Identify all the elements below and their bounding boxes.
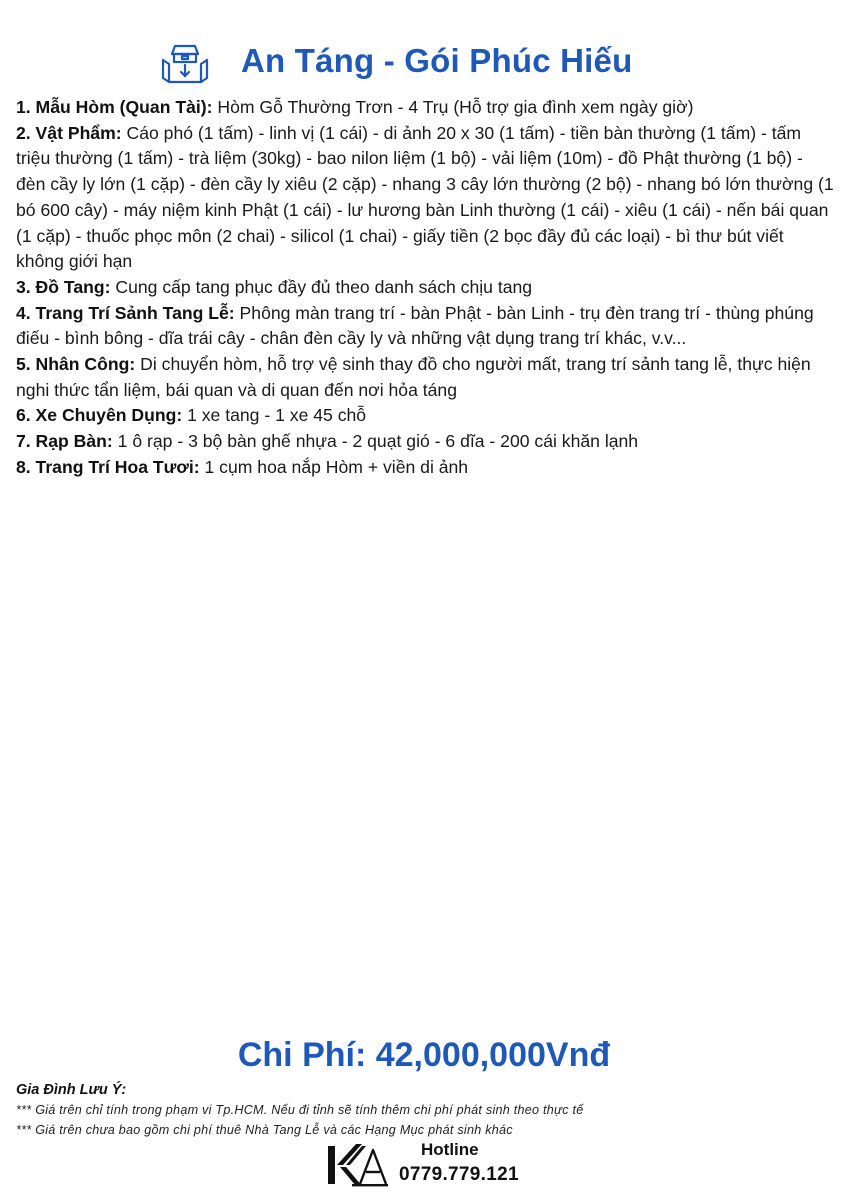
hotline-number[interactable]: 0779.779.121 [399,1164,519,1185]
item-label: 2. Vật Phẩm: [16,122,122,143]
service-item-list [16,95,834,481]
item-tent-tables [16,429,834,455]
coffin-box-icon [160,42,210,86]
item-text: Cung cấp tang phục đầy đủ theo danh sách chịu tang [110,276,533,297]
item-text: Phông màn trang trí - bàn Phật - bàn Linh - trụ đèn trang trí - thùng phúng điếu - bình bông - dĩa trái cây - chân đèn cầy ly và những vật dụng trang trí khác, v.v... [16,302,814,349]
item-label: 1. Mẫu Hòm (Quan Tài): [16,97,213,117]
item-text: 1 ô rạp - 3 bộ bàn ghế nhựa - 2 quạt gió - 6 dĩa - 200 cái khăn lạnh [112,431,639,452]
item-text: Cáo phó (1 tấm) - linh vị (1 cái) - di ảnh 20 x 30 (1 tấm) - tiền bàn thường (1 tấm) - tấm triệu thường (1 tấm) - trà liệm (30kg) - bao nilon liệm (1 bộ) - vải liệm (10m) - đồ Phật thường (1 bộ) - đèn cầy ly lớn (1 cặp) - đèn cầy ly xiêu (2 cặp) - nhang 3 cây lớn thường (2 bộ) - nhang bó lớn thường (1 bó 600 cây) - máy niệm kinh Phật (1 cái) - lư hương bàn Linh thường (1 cái) - xiêu (1 cái) - nến bái quan (1 cặp) - thuốc phọc môn (2 chai) - silicol (1 chai) - giấy tiền (2 bọc đầy đủ các loại) - bì thư bút viết không giới hạn [16,122,834,272]
item-label: 8. Trang Trí Hoa Tươi: [16,456,200,477]
item-label: 5. Nhân Công: [16,354,136,375]
note-line: *** Giá trên chỉ tính trong phạm vi Tp.HCM. Nếu đi tỉnh sẽ tính thêm chi phí phát sinh theo thực tế [16,1103,584,1117]
item-text: Di chuyển hòm, hỗ trợ vệ sinh thay đồ cho người mất, trang trí sảnh tang lễ, thực hiện nghi thức tẩn liệm, bái quan và di quan đến nơi hỏa táng [16,354,811,400]
brand-logo-icon [326,1140,392,1190]
item-text: 1 cụm hoa nắp Hòm + viền di ảnh [199,456,469,477]
item-label: 7. Rạp Bàn: [16,431,113,452]
header [0,40,848,90]
page-title: An Táng - Gói Phúc Hiếu [241,42,633,79]
notes-title: Gia Đình Lưu Ý: [16,1082,127,1098]
hotline-label: Hotline [421,1140,479,1159]
item-hall-decoration [16,301,834,352]
item-label: 3. Đồ Tang: [16,276,111,297]
item-coffin [16,95,834,121]
item-fresh-flowers [16,455,834,481]
item-vehicles [16,403,834,429]
item-label: 6. Xe Chuyên Dụng: [16,405,183,426]
note-line: *** Giá trên chưa bao gồm chi phí thuê Nhà Tang Lễ và các Hạng Mục phát sinh khác [16,1123,513,1137]
item-label: 4. Trang Trí Sảnh Tang Lễ: [16,302,235,323]
item-text: 1 xe tang - 1 xe 45 chỗ [182,405,367,426]
item-mourning-clothes [16,275,834,301]
item-supplies [16,121,834,275]
item-labor [16,352,834,403]
family-notes [16,1080,836,1140]
item-text: Hòm Gỗ Thường Trơn - 4 Trụ (Hỗ trợ gia đình xem ngày giờ) [212,97,694,117]
package-price: Chi Phí: 42,000,000Vnđ [237,1036,611,1074]
